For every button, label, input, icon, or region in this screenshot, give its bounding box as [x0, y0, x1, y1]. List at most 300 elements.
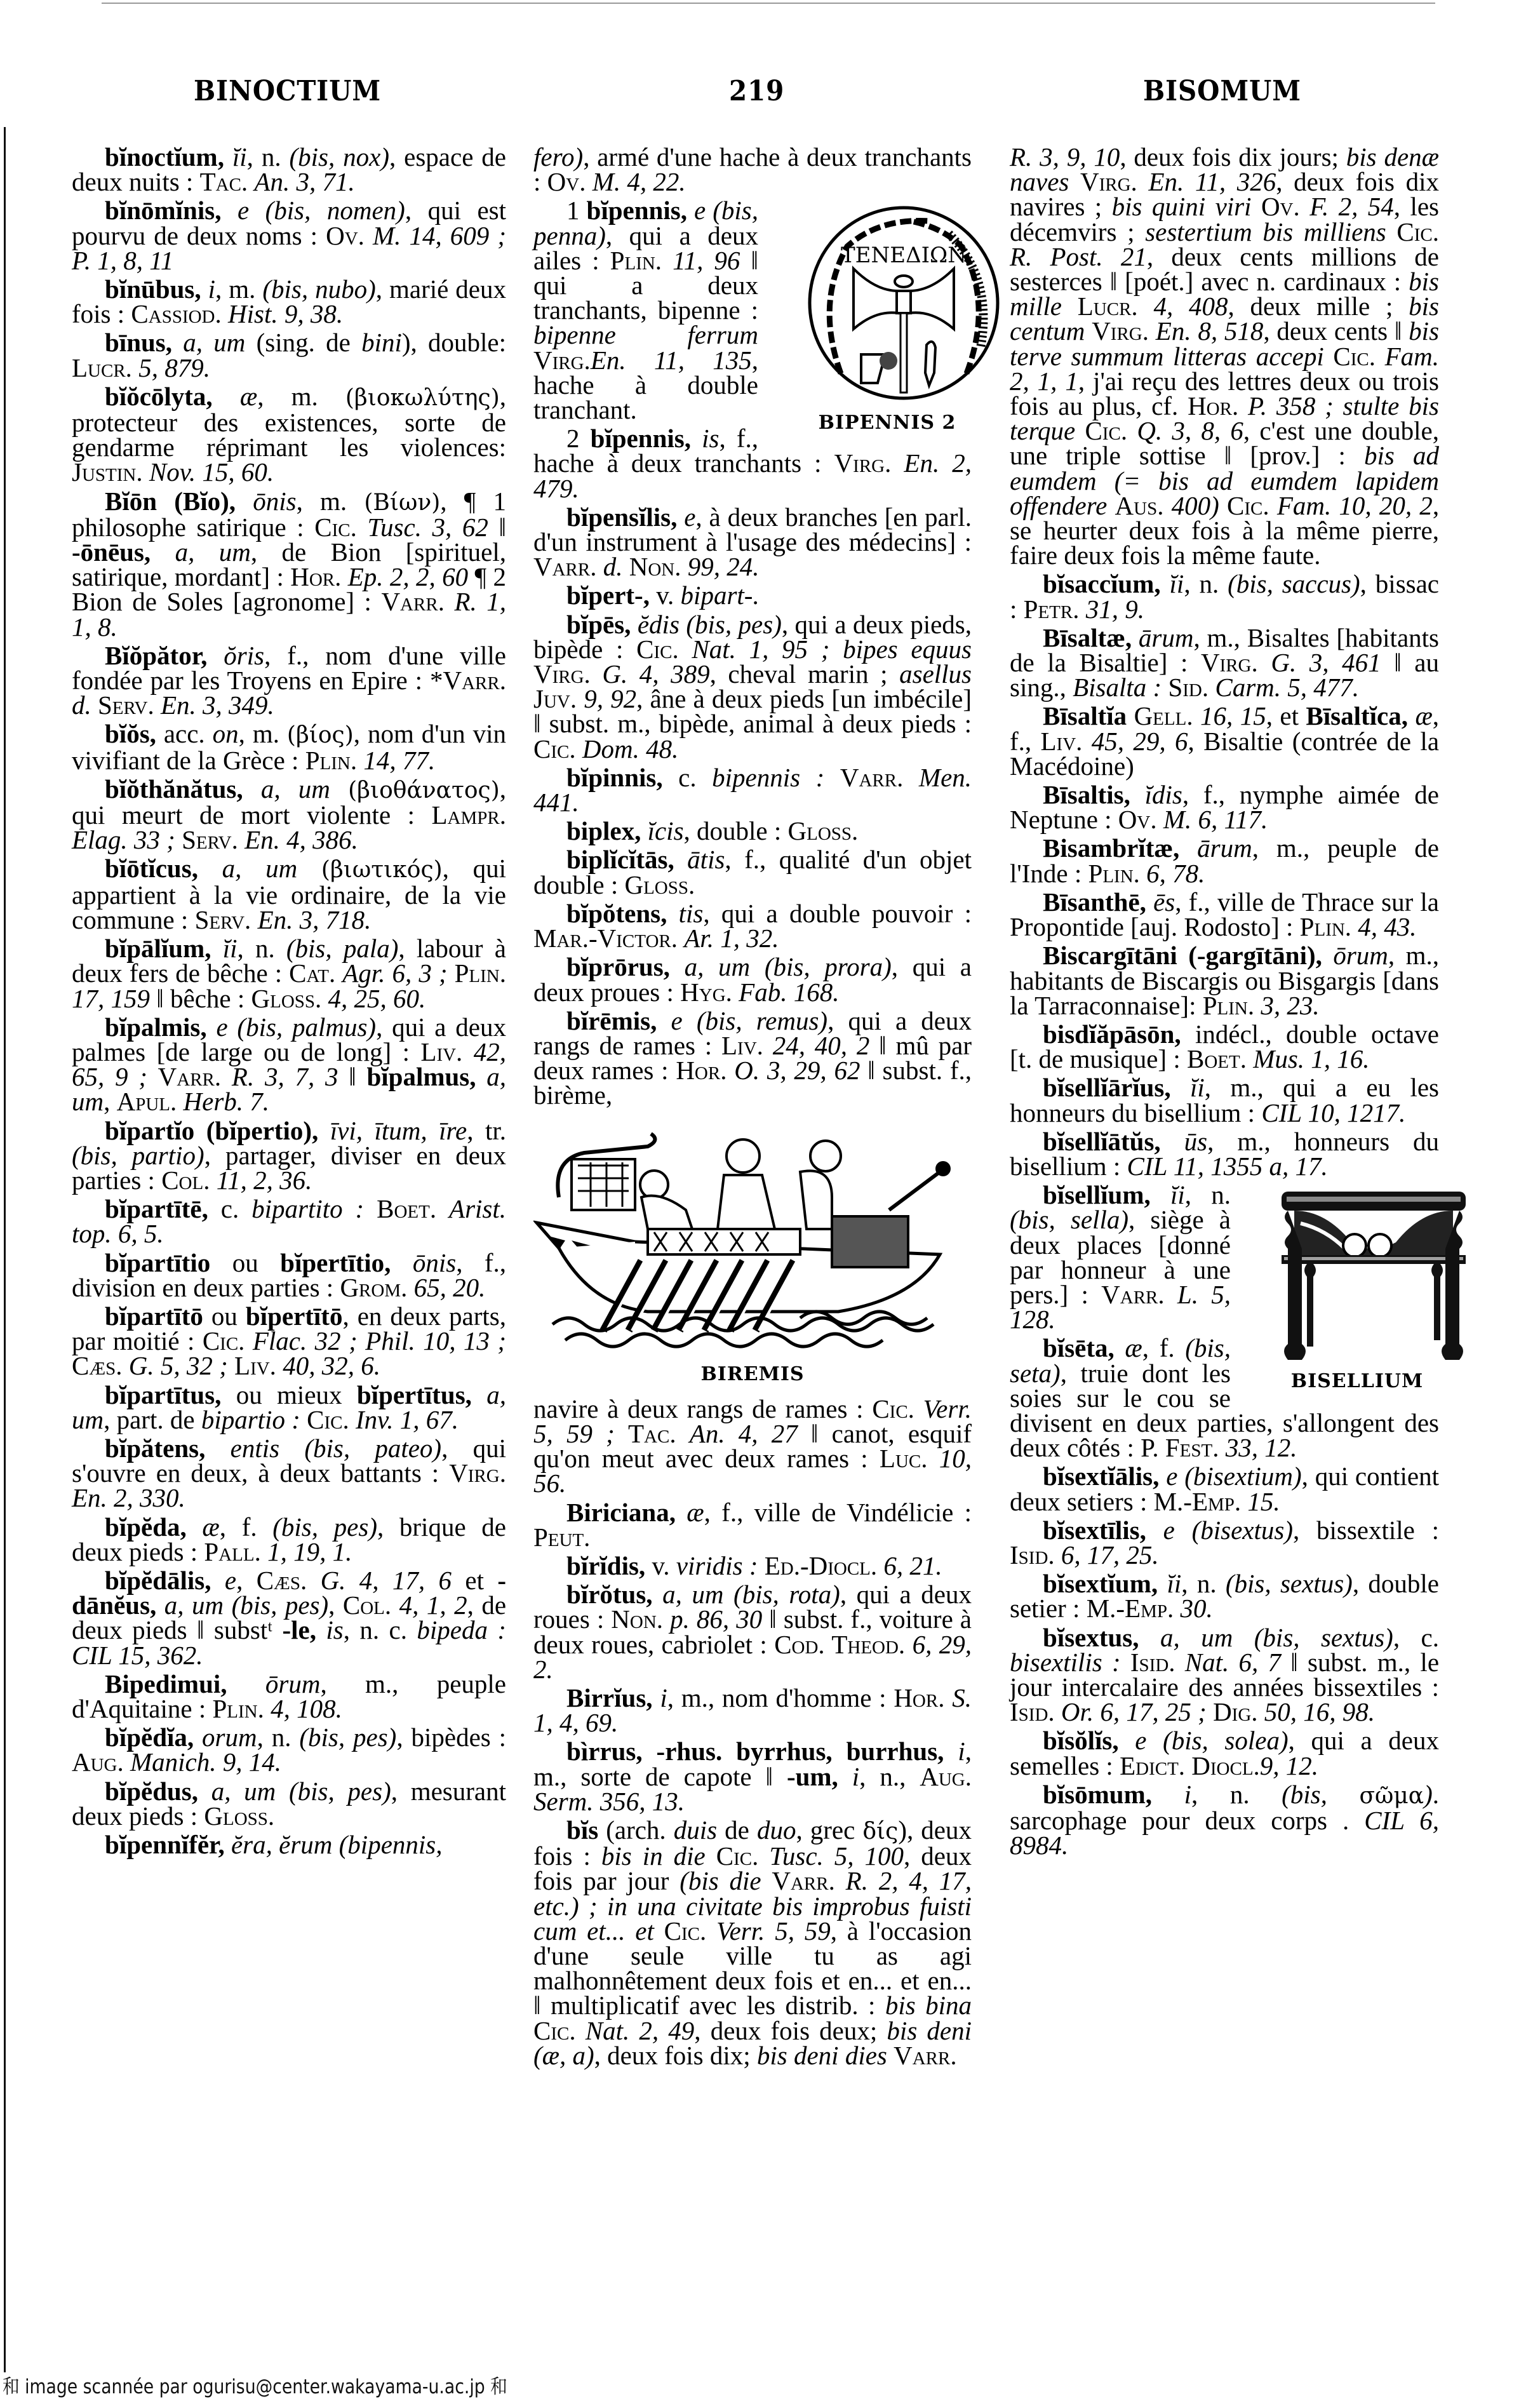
- dictionary-entry: [72, 1776, 506, 1831]
- text: , double :: [683, 816, 788, 846]
- author-abbrev: Plin.: [454, 958, 506, 988]
- author-abbrev: Boet.: [377, 1194, 437, 1224]
- author-abbrev: Hor.: [676, 1056, 727, 1085]
- italic-text: a, um (bis, pes): [211, 1776, 391, 1806]
- headword: Bīsaltĭca,: [1306, 701, 1408, 731]
- italic-text: ārum: [1138, 622, 1194, 652]
- italic-text: bis deni (æ, a): [533, 2015, 972, 2070]
- italic-text: En. 8, 518: [1155, 316, 1264, 346]
- author-abbrev: Virg.: [449, 1458, 506, 1488]
- text: , m., honneurs du bisellium :: [1010, 1126, 1440, 1181]
- author-abbrev: Aug.: [72, 1747, 124, 1777]
- text: [407, 1273, 413, 1302]
- author-abbrev: Cic.: [636, 634, 679, 664]
- text: , n.: [1184, 1180, 1231, 1210]
- headword: Bisambrĭtæ,: [1043, 833, 1180, 863]
- text: , mesurant deux pieds :: [72, 1776, 506, 1831]
- text: [300, 1405, 307, 1434]
- italic-text: Tusc. 5, 100: [769, 1841, 904, 1871]
- italic-text: Verr. 5, 59 ;: [533, 1394, 972, 1448]
- italic-text: bipartio :: [201, 1404, 300, 1434]
- dictionary-entry: [1010, 569, 1439, 624]
- dictionary-entry: [72, 936, 506, 1011]
- italic-text: Tusc. 3, 62: [367, 512, 488, 542]
- text: (arch.: [598, 1815, 674, 1845]
- italic-text: bipenne ferrum: [533, 320, 758, 350]
- text: , qui meurt de mort violente :: [72, 774, 507, 830]
- author-abbrev: Ov.: [1118, 805, 1157, 835]
- headword: -le,: [282, 1615, 316, 1645]
- italic-text: (bis, pes): [272, 1512, 377, 1542]
- italic-text: CIL 10, 1217.: [1261, 1098, 1406, 1127]
- author-abbrev: Liv.: [721, 1030, 763, 1060]
- dictionary-entry: [72, 1512, 506, 1566]
- italic-text: duo: [756, 1815, 796, 1845]
- text: , qui s'ouvre en deux, à deux battants :: [72, 1433, 506, 1488]
- text: , nom d'un vin vivifiant de la Grèce :: [72, 719, 506, 775]
- italic-text: Manich. 9, 14.: [130, 1747, 281, 1777]
- text: [1152, 1780, 1184, 1809]
- author-abbrev: P. Fest.: [1141, 1433, 1219, 1463]
- text: [676, 1498, 686, 1527]
- headword: bĭrēmis,: [566, 1005, 657, 1035]
- dictionary-entry: [72, 640, 506, 720]
- text: acc.: [156, 719, 213, 749]
- italic-text: M. 4, 22.: [592, 167, 686, 197]
- author-abbrev: Col.: [161, 1165, 210, 1195]
- text: [732, 978, 739, 1007]
- text: ‖ subst. f., voiture à deux roues, cabriolet :: [533, 1604, 972, 1659]
- text: [143, 457, 149, 487]
- text: ‖ canot, esquif qu'on meut avec deux rames :: [533, 1418, 972, 1474]
- text: , labour à deux fers de bêche :: [72, 934, 506, 988]
- text: [445, 587, 455, 616]
- text: c.: [662, 762, 713, 792]
- text: [678, 924, 684, 953]
- author-abbrev: Grom.: [340, 1272, 408, 1302]
- italic-text: ĕdis (bis, pes): [637, 609, 782, 639]
- italic-text: O. 3, 29, 62: [734, 1056, 860, 1085]
- text: [251, 905, 257, 934]
- author-abbrev: Mar.-Victor.: [533, 924, 678, 953]
- author-abbrev: Gell.: [1134, 701, 1193, 731]
- italic-text: 3, 23.: [1261, 990, 1320, 1020]
- text: , deux cents ‖: [1263, 316, 1409, 346]
- italic-text: ): [1424, 1779, 1433, 1809]
- italic-text: 11, 96: [673, 245, 740, 275]
- italic-text: 4, 1, 2: [399, 1590, 467, 1620]
- figure-caption-bisellium: BISELLIUM: [1290, 1370, 1424, 1393]
- italic-text: (bis,: [1282, 1779, 1360, 1809]
- dictionary-entry: [533, 898, 972, 953]
- author-abbrev: Edict. Diocl.: [1120, 1751, 1260, 1780]
- right-guide-word: BISOMUM: [1143, 75, 1302, 107]
- text: [838, 1762, 852, 1791]
- italic-text: a, um: [175, 537, 251, 567]
- figure-caption-bipennis: BIPENNIS 2: [818, 411, 956, 434]
- dictionary-entry: [533, 502, 972, 582]
- dictionary-entry: [72, 1115, 506, 1195]
- italic-text: bis deni dies: [756, 2040, 887, 2070]
- text: [297, 854, 321, 883]
- text: , qui a deux pieds, bipède :: [533, 609, 972, 664]
- headword: bĭpennis,: [590, 424, 692, 454]
- biremis-ship-illustration: [533, 1121, 972, 1356]
- text: [243, 774, 261, 803]
- italic-text: fero): [533, 142, 584, 171]
- author-abbrev: Plin.: [1299, 912, 1352, 942]
- page-top-edge: [102, 3, 1435, 4]
- dictionary-entry: [1010, 943, 1439, 1018]
- text: , deux fois dix navires ;: [1010, 167, 1439, 222]
- author-abbrev: Juv.: [533, 684, 577, 714]
- text: , f., qualité d'un objet double :: [533, 845, 972, 899]
- text: , qui contient deux setiers :: [1010, 1462, 1439, 1516]
- text: [154, 690, 161, 720]
- italic-text: CIL 6, 8984.: [1010, 1806, 1440, 1860]
- italic-text: e (bis, remus): [671, 1005, 828, 1035]
- italic-text: bis terve summum litteras accepi: [1010, 316, 1440, 371]
- dictionary-entry: [72, 1301, 507, 1381]
- headword: bĭpertītio,: [280, 1247, 391, 1277]
- author-abbrev: M.-Emp.: [1086, 1594, 1174, 1623]
- text: [653, 1683, 660, 1712]
- headword: bĭsellĭum,: [1043, 1180, 1151, 1210]
- author-abbrev: Cæs.: [256, 1565, 307, 1595]
- text: , n.,: [859, 1761, 920, 1791]
- headword: bĭpartĭo (bĭpertio),: [105, 1115, 319, 1145]
- text: [903, 763, 919, 792]
- text: v.: [649, 581, 681, 610]
- italic-text: ĭcis: [647, 816, 684, 846]
- author-abbrev: Cic.: [1227, 490, 1269, 520]
- dictionary-entry: [1010, 1126, 1440, 1181]
- figure-biremis: [533, 1121, 972, 1385]
- bisellium-seat-illustration: [1275, 1185, 1472, 1363]
- author-abbrev: Dig.: [1213, 1697, 1258, 1727]
- dictionary-entry: [72, 1012, 507, 1117]
- author-abbrev: Serv.: [194, 904, 251, 934]
- text: [1351, 912, 1358, 941]
- italic-text: G. 5, 32 ;: [128, 1351, 228, 1381]
- headword: bĭŏthănătus,: [105, 774, 243, 803]
- author-abbrev: Cic.: [314, 512, 357, 542]
- greek-text: (Βίων): [364, 489, 441, 516]
- headword: bĭpennĭfĕr,: [105, 1830, 225, 1859]
- dictionary-entry: [533, 426, 972, 501]
- italic-text: ātis: [687, 845, 725, 875]
- italic-text: 6, 29, 2.: [533, 1629, 972, 1684]
- text: , truie dont les soies sur le cou se divisent en deux parties, s'allongent des deux côtés :: [1010, 1358, 1439, 1463]
- text: [1055, 1540, 1061, 1569]
- headword: bĭs: [566, 1815, 599, 1845]
- text: [264, 1694, 271, 1723]
- italic-text: ōnis: [412, 1247, 457, 1277]
- headword: Bīsanthē,: [1043, 887, 1146, 917]
- italic-text: ĭi: [232, 142, 247, 171]
- italic-text: ĭi: [1169, 569, 1184, 599]
- italic-text: 6, 78.: [1146, 858, 1205, 888]
- author-abbrev: Virg.: [1080, 167, 1137, 197]
- author-abbrev: Hyg.: [680, 977, 732, 1007]
- headword: bĭpartītō: [105, 1301, 203, 1331]
- author-abbrev: Petr.: [1023, 594, 1080, 624]
- italic-text: (bis, nox): [289, 142, 389, 171]
- text: , f.: [1142, 1333, 1186, 1363]
- text: , qui a deux semelles :: [1010, 1726, 1439, 1780]
- dictionary-entry: [533, 847, 972, 897]
- author-abbrev: Virg.: [1200, 648, 1258, 678]
- text: [681, 552, 688, 581]
- headword: bĭsŏlĭs,: [1043, 1726, 1119, 1756]
- italic-text: p. 86, 30: [670, 1604, 763, 1634]
- text: [1219, 1433, 1225, 1462]
- italic-text: i: [660, 1683, 667, 1712]
- headword: bĭpartītē,: [105, 1194, 208, 1224]
- italic-text: bini: [361, 328, 402, 358]
- dictionary-entry: [1010, 1779, 1440, 1860]
- text: [349, 1405, 356, 1434]
- italic-text: 65, 20.: [413, 1272, 486, 1302]
- headword: Biriciana,: [566, 1497, 676, 1527]
- text: , à deux branches [en parl. d'un instrument à l'usage des médecins] :: [533, 502, 972, 557]
- text: ), deux fois :: [533, 1815, 972, 1871]
- italic-text: ārum: [1197, 833, 1252, 863]
- text: , n.: [1181, 1569, 1226, 1599]
- author-abbrev: Liv.: [1040, 726, 1083, 756]
- text: , j'ai reçu des lettres deux ou trois fois au plus, cf.: [1010, 366, 1439, 421]
- italic-text: 42, 65, 9 ;: [72, 1037, 507, 1092]
- headword: Bĭōn (Bĭo),: [105, 486, 236, 516]
- italic-text: is: [326, 1615, 344, 1645]
- dictionary-entry: [533, 1005, 972, 1110]
- italic-text: (bis, partio): [72, 1140, 204, 1170]
- author-abbrev: Cod. Theod.: [774, 1629, 906, 1659]
- greek-text: σῶμα: [1359, 1782, 1424, 1809]
- text: , f., nymphe aimée de Neptune :: [1010, 780, 1439, 835]
- italic-text: 17, 159: [72, 983, 150, 1013]
- headword: bĭsellĭātŭs,: [1043, 1126, 1161, 1156]
- dictionary-entry: [1010, 1622, 1440, 1727]
- italic-text: æ: [202, 1512, 220, 1542]
- italic-text: M. 6, 117.: [1163, 805, 1268, 835]
- text: ‖ subst. m., le jour intercalaire des années bissextiles :: [1010, 1647, 1440, 1702]
- text: c.: [208, 1194, 252, 1224]
- text: [330, 774, 348, 803]
- text: [476, 1062, 487, 1091]
- headword: biplĭcĭtās,: [566, 845, 674, 875]
- author-abbrev: Varr.: [157, 1062, 222, 1092]
- dictionary-entry: [72, 1565, 507, 1670]
- dictionary-entry: [72, 1380, 506, 1434]
- italic-text: 5, 879.: [138, 353, 210, 382]
- text: [448, 958, 455, 988]
- italic-text: Herb. 7.: [183, 1087, 270, 1117]
- dictionary-entry: [72, 274, 506, 329]
- text: , partager, diviser en deux parties :: [72, 1140, 506, 1195]
- dictionary-entry: [1010, 1728, 1439, 1778]
- author-abbrev: Plin.: [1202, 990, 1255, 1020]
- author-abbrev: Peut.: [533, 1522, 591, 1552]
- text: ‖ bêche :: [150, 983, 251, 1013]
- left-guide-word: BINOCTIUM: [194, 75, 382, 107]
- text: et: [452, 1565, 498, 1595]
- italic-text: M. 14, 609 ; P. 1, 8, 11: [72, 220, 506, 275]
- headword: bĭprōrus,: [566, 952, 670, 982]
- italic-text: Carm. 5, 477.: [1215, 673, 1360, 702]
- text: , ¶ 1 philosophe satirique :: [72, 486, 506, 542]
- text: ‖ mû par deux rames :: [533, 1030, 972, 1085]
- text: [1207, 1697, 1213, 1726]
- author-abbrev: Boet.: [1186, 1044, 1247, 1074]
- text: , deux fois deux;: [694, 2015, 887, 2045]
- text: ¶ 2 Bion de Soles [agronome] :: [72, 562, 507, 617]
- headword: Bipedimui,: [105, 1669, 227, 1698]
- text: [1157, 805, 1163, 834]
- text: , f., hache à deux tranchants :: [533, 424, 834, 478]
- text: [198, 854, 222, 883]
- italic-text: on: [212, 719, 239, 749]
- text: , deux fois dix;: [594, 2040, 757, 2070]
- text: [1165, 1280, 1177, 1309]
- text: [877, 1551, 883, 1580]
- italic-text: Fab. 168.: [739, 977, 840, 1007]
- text: , m., qui a eu les honneurs du bisellium :: [1010, 1073, 1439, 1127]
- text: 2: [566, 424, 591, 454]
- headword: bĭpătens,: [105, 1433, 206, 1463]
- italic-text: bisextilis :: [1010, 1647, 1121, 1677]
- headword: Bĭŏpător,: [105, 640, 208, 670]
- italic-text: bis bina: [885, 1991, 972, 2020]
- text: , qui a double pouvoir :: [703, 898, 972, 928]
- text: ou mieux: [221, 1380, 357, 1409]
- text: , hache à double tranchant.: [533, 345, 758, 425]
- italic-text: e: [684, 502, 696, 532]
- author-abbrev: Varr.: [772, 1866, 835, 1896]
- italic-text: 30.: [1180, 1594, 1213, 1623]
- italic-text: a, um (bis, prora): [684, 952, 892, 982]
- italic-text: a, um: [72, 1380, 506, 1434]
- italic-text: 45, 29, 6: [1091, 726, 1188, 756]
- text: [1254, 991, 1261, 1020]
- italic-text: Nat. 1, 95 ; bipes equus: [692, 634, 972, 664]
- text: , m., sorte de capote ‖: [533, 1737, 972, 1791]
- author-abbrev: Cic.: [1396, 217, 1439, 246]
- author-abbrev: Non.: [611, 1604, 664, 1634]
- italic-text: (bis, pes): [299, 1723, 397, 1752]
- italic-text: Bisalta :: [1073, 673, 1162, 702]
- text: [586, 167, 592, 196]
- text: , armé d'une hache à deux tranchants :: [533, 142, 972, 197]
- headword: bĭpartītio: [105, 1247, 211, 1277]
- greek-text: δίς: [862, 1818, 899, 1845]
- italic-text: Fam. 10, 20, 2: [1276, 490, 1433, 520]
- author-abbrev: Isid.: [1010, 1697, 1055, 1727]
- text: , brique de deux pieds :: [72, 1512, 506, 1566]
- italic-text: 4, 43.: [1358, 912, 1417, 942]
- text: , m., habitants de Biscargis ou Bisgargis [dans la Tarraconnaise]:: [1010, 941, 1439, 1020]
- text: , m.: [296, 486, 365, 516]
- text: , deux cents millions de sesterces ‖ [poét.] avec n. cardinaux :: [1010, 241, 1439, 297]
- italic-text: i: [1184, 1779, 1191, 1809]
- headword: bīnus,: [105, 328, 173, 358]
- author-abbrev: Cic.: [533, 2015, 576, 2045]
- dictionary-entry: [72, 1194, 507, 1249]
- italic-text: R. 3, 7, 3: [231, 1062, 338, 1092]
- author-abbrev: Varr.: [1101, 1279, 1165, 1309]
- text: [472, 1380, 486, 1409]
- text: [261, 1537, 267, 1566]
- dictionary-entry: [1010, 142, 1440, 570]
- text: [726, 1056, 734, 1085]
- italic-text: 400): [1171, 490, 1219, 520]
- italic-text: a, um: [183, 328, 246, 358]
- text: , grec: [796, 1815, 863, 1845]
- dictionary-entry: [533, 762, 972, 817]
- italic-text: bipennis :: [712, 762, 825, 792]
- text: . sarcophage pour deux corps .: [1010, 1779, 1440, 1835]
- italic-text: 4, 108.: [271, 1693, 342, 1723]
- dictionary-entry: [1010, 1019, 1439, 1074]
- italic-text: bipart-.: [680, 581, 760, 610]
- text: , et: [1266, 701, 1306, 731]
- text: ,: [236, 1565, 257, 1595]
- headword: bĭnūbus,: [105, 274, 201, 304]
- dictionary-entry: [1010, 887, 1439, 942]
- italic-text: īvi, ītum, īre: [330, 1115, 467, 1145]
- author-abbrev: Lampr.: [431, 800, 506, 830]
- text: [597, 552, 603, 581]
- headword: bĭsextĭālis,: [1043, 1462, 1160, 1491]
- author-abbrev: Gloss.: [204, 1801, 275, 1831]
- italic-text: bis ad eumdem (= bis ad eumdem lapidem offendere: [1010, 441, 1439, 520]
- headword: Biscargītāni (-gargītāni),: [1043, 941, 1322, 971]
- italic-text: bis quini viri: [1111, 192, 1252, 222]
- text: ‖ subst. f., birème,: [533, 1056, 972, 1110]
- text: [316, 1615, 326, 1644]
- dictionary-entry: [1010, 622, 1440, 702]
- text: , n.: [257, 1723, 300, 1752]
- italic-text: e (bis, palmus): [216, 1012, 377, 1042]
- text: , marié deux fois :: [72, 274, 506, 329]
- italic-text: ēs: [1153, 887, 1175, 917]
- italic-text: i: [208, 274, 215, 304]
- italic-text: 9, 92: [584, 684, 637, 714]
- italic-text: e (bis, solea): [1135, 1726, 1289, 1756]
- text: , n.: [237, 934, 286, 964]
- dictionary-entry: [72, 198, 506, 273]
- dictionary-entry: [533, 1683, 972, 1738]
- italic-text: a, um (bis, rota): [662, 1580, 840, 1610]
- text: [436, 1194, 449, 1223]
- text: , m.: [257, 381, 345, 411]
- italic-text: Agr. 6, 3 ;: [342, 958, 448, 988]
- text: , bissextile :: [1292, 1515, 1439, 1545]
- dictionary-entry: [533, 142, 972, 197]
- italic-text: ĭi: [222, 934, 238, 964]
- dictionary-entry: [533, 1394, 972, 1498]
- italic-text: 40, 32, 6.: [283, 1351, 380, 1381]
- headword: bĭpalmis,: [105, 1012, 207, 1042]
- text: , c'est une double, une triple sottise ‖ [prov.] :: [1010, 416, 1439, 471]
- headword: -ōnēus,: [72, 537, 151, 567]
- author-abbrev: Serv.: [98, 690, 154, 720]
- author-abbrev: Sid.: [1168, 673, 1209, 702]
- author-abbrev: Plin.: [305, 745, 358, 775]
- text: [1241, 1487, 1247, 1516]
- text: , double setier :: [1010, 1569, 1439, 1623]
- italic-text: En. 2, 330.: [72, 1483, 185, 1513]
